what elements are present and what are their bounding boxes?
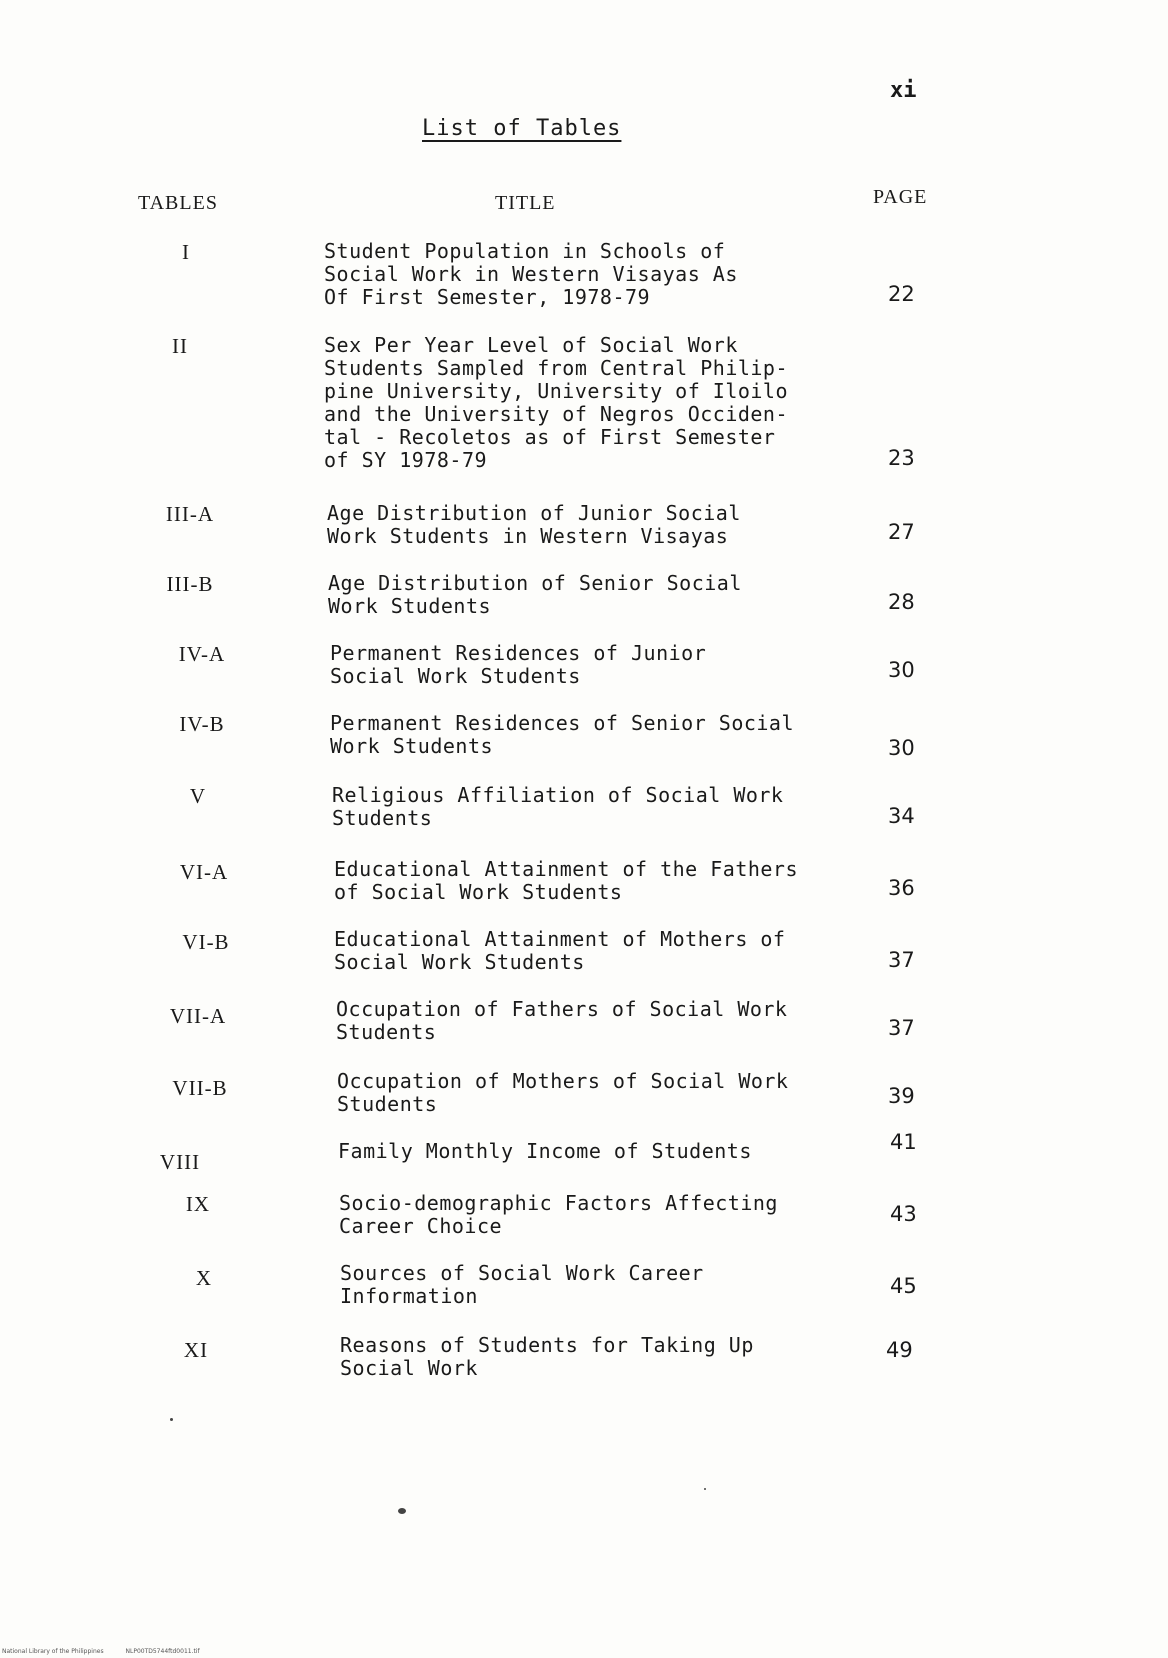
table-page: 37	[888, 948, 915, 972]
table-title: Permanent Residences of Junior Social Work Students	[330, 641, 707, 688]
table-number: III-A	[165, 502, 215, 526]
table-number: IX	[185, 1192, 211, 1216]
table-page: 30	[888, 658, 915, 682]
table-page: 41	[890, 1130, 917, 1154]
table-number: XI	[183, 1338, 209, 1362]
table-title: Sex Per Year Level of Social Work Students Sampled from Central Philip- pine University, University of Iloilo and the University of Negros Occiden- tal - Recoletos as of First Semester of SY 1978-79	[324, 333, 789, 472]
table-title: Age Distribution of Senior Social Work Students	[328, 571, 742, 618]
table-page: 45	[890, 1274, 917, 1298]
table-page: 43	[890, 1202, 917, 1226]
scan-speck	[398, 1508, 406, 1514]
table-number: V	[189, 784, 207, 808]
table-title: Educational Attainment of the Fathers of Social Work Students	[334, 857, 799, 904]
column-header-title: TITLE	[495, 192, 556, 214]
table-page: 22	[888, 282, 915, 306]
table-title: Reasons of Students for Taking Up Social Work	[340, 1333, 754, 1380]
table-title: Permanent Residences of Senior Social Work Students	[330, 711, 795, 758]
table-number: IV-B	[179, 712, 225, 736]
scan-speck	[704, 1488, 706, 1490]
table-title: Student Population in Schools of Social Work in Western Visayas As Of First Semester, 1978-79	[324, 239, 738, 309]
table-title: Sources of Social Work Career Information	[340, 1261, 704, 1308]
table-title: Socio-demographic Factors Affecting Career Choice	[339, 1191, 778, 1238]
table-page: 39	[888, 1084, 915, 1108]
footer-library: National Library of the Philippines	[2, 1648, 104, 1655]
table-number: VII-A	[169, 1004, 227, 1028]
table-title: Occupation of Fathers of Social Work Students	[336, 997, 788, 1044]
table-title: Family Monthly Income of Students	[338, 1139, 752, 1163]
table-title: Occupation of Mothers of Social Work Students	[337, 1069, 789, 1116]
table-title: Educational Attainment of Mothers of Social Work Students	[334, 927, 786, 974]
table-number: VII-B	[172, 1076, 228, 1100]
column-header-tables: TABLES	[138, 192, 218, 214]
table-page: 34	[888, 804, 915, 828]
scan-footer	[2, 1648, 220, 1655]
page-number: xi	[890, 78, 917, 103]
table-page: 36	[888, 876, 915, 900]
table-number: IV-A	[178, 642, 226, 666]
table-page: 37	[888, 1016, 915, 1040]
table-number: II	[172, 334, 188, 358]
table-title: Age Distribution of Junior Social Work Students in Western Visayas	[327, 501, 741, 548]
table-page: 23	[888, 446, 915, 470]
table-number: VI-B	[182, 930, 230, 954]
table-title: Religious Affiliation of Social Work Students	[332, 783, 784, 830]
page-title: List of Tables	[422, 116, 622, 141]
table-number: III-B	[166, 572, 214, 596]
table-number: VI-A	[179, 860, 229, 884]
table-page: 28	[888, 590, 915, 614]
table-page: 30	[888, 736, 915, 760]
table-page: 49	[886, 1338, 913, 1362]
footer-file: NLP00TD5744ftd0011.tif	[125, 1648, 200, 1655]
table-number: X	[195, 1266, 213, 1290]
scan-speck	[170, 1418, 173, 1421]
table-number: I	[182, 240, 190, 264]
table-number: VIII	[159, 1150, 201, 1174]
table-page: 27	[888, 520, 915, 544]
column-header-page: PAGE	[873, 186, 928, 208]
